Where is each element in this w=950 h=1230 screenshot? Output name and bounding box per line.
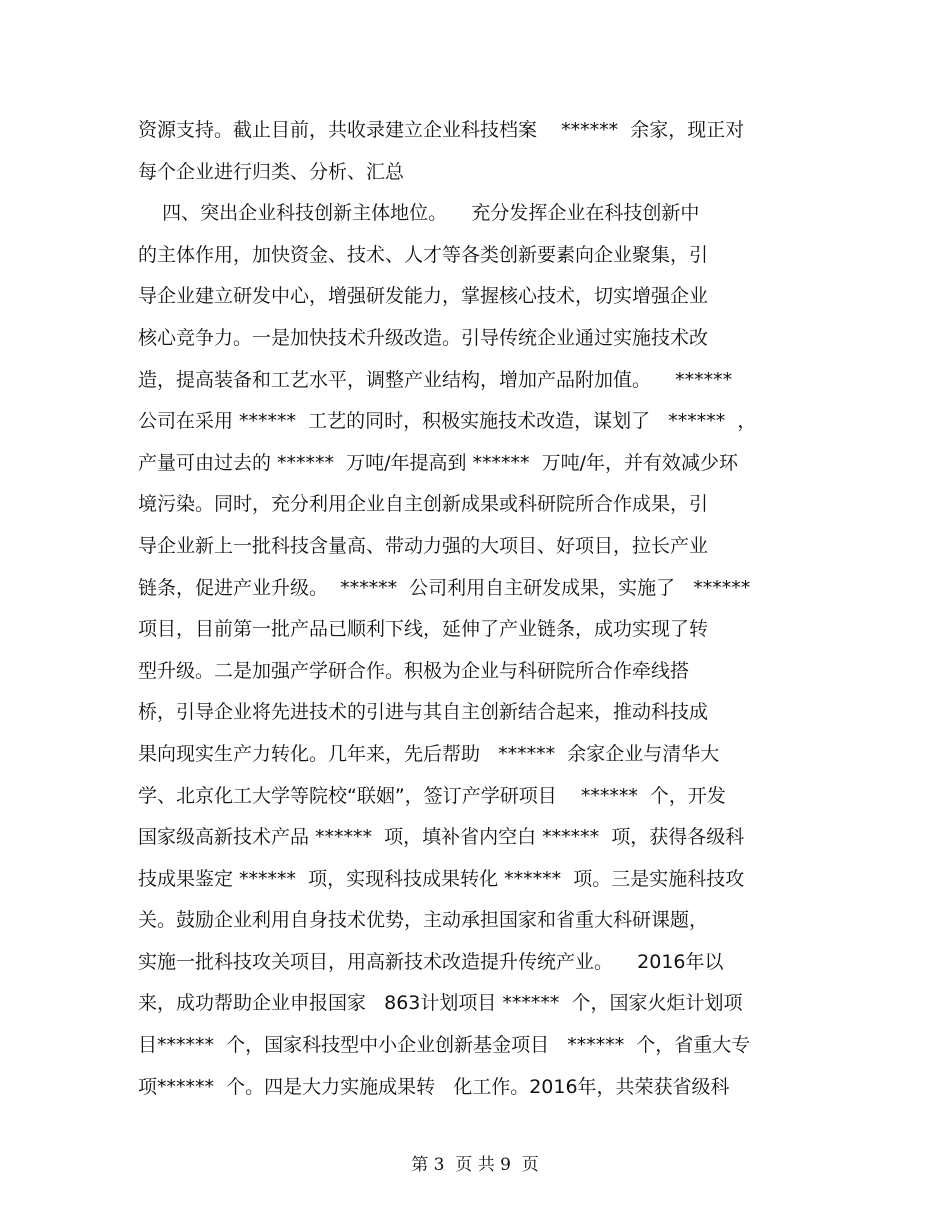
text-line: 造，提高装备和工艺水平，调整产业结构，增加产品附加值。 ****** — [138, 368, 733, 391]
text-line: 项****** 个。四是大力实施成果转 化工作。2016年，共荣获省级科 — [138, 1075, 730, 1098]
text-line: 公司在采用 ****** 工艺的同时，积极实施技术改造，谋划了 ****** ， — [138, 410, 757, 433]
text-line: 导企业建立研发中心，增强研发能力，掌握核心技术，切实增强企业 — [138, 285, 709, 308]
text-line: 型升级。二是加强产学研合作。积极为企业与科研院所合作牵线搭 — [138, 659, 690, 682]
text-line: 四、突出企业科技创新主体地位。 充分发挥企业在科技创新中 — [138, 202, 700, 225]
text-line: 每个企业进行归类、分析、汇总 — [138, 160, 405, 183]
text-line: 技成果鉴定 ****** 项，实现科技成果转化 ****** 项。三是实施科技攻 — [138, 867, 745, 890]
document-body — [138, 110, 798, 1108]
text-line: 果向现实生产力转化。几年来，先后帮助 ****** 余家企业与清华大 — [138, 742, 720, 765]
text-line: 桥，引导企业将先进技术的引进与其自主创新结合起来，推动科技成 — [138, 701, 709, 724]
text-line: 的主体作用，加快资金、技术、人才等各类创新要素向企业聚集，引 — [138, 243, 709, 266]
text-line: 核心竞争力。一是加快技术升级改造。引导传统企业通过实施技术改 — [138, 326, 709, 349]
page-number-footer: 第 3 页 共 9 页 — [411, 1155, 539, 1175]
text-line: 国家级高新技术产品 ****** 项，填补省内空白 ****** 项，获得各级科 — [138, 826, 745, 849]
text-line: 来，成功帮助企业申报国家 863计划项目 ****** 个，国家火炬计划项 — [138, 992, 743, 1015]
text-line: 关。鼓励企业利用自身技术优势，主动承担国家和省重大科研课题， — [138, 909, 709, 932]
text-line: 境污染。同时，充分利用企业自主创新成果或科研院所合作成果，引 — [138, 493, 709, 516]
text-line: 实施一批科技攻关项目，用高新技术改造提升传统产业。 2016年以 — [138, 950, 724, 973]
text-line: 产量可由过去的 ****** 万吨/年提高到 ****** 万吨/年，并有效减少环 — [138, 451, 739, 474]
text-line: 学、北京化工大学等院校“联姻”，签订产学研项目 ****** 个，开发 — [138, 784, 726, 807]
text-line: 资源支持。截止目前，共收录建立企业科技档案 ****** 余家，现正对 — [138, 119, 745, 141]
text-line: 导企业新上一批科技含量高、带动力强的大项目、好项目，拉长产业 — [138, 534, 709, 557]
text-line: 项目，目前第一批产品已顺利下线，延伸了产业链条，成功实现了转 — [138, 618, 709, 641]
text-line: 目****** 个，国家科技型中小企业创新基金项目 ****** 个，省重大专 — [138, 1034, 751, 1057]
text-line: 链条，促进产业升级。 ****** 公司利用自主研发成果，实施了 ****** — [138, 576, 751, 599]
